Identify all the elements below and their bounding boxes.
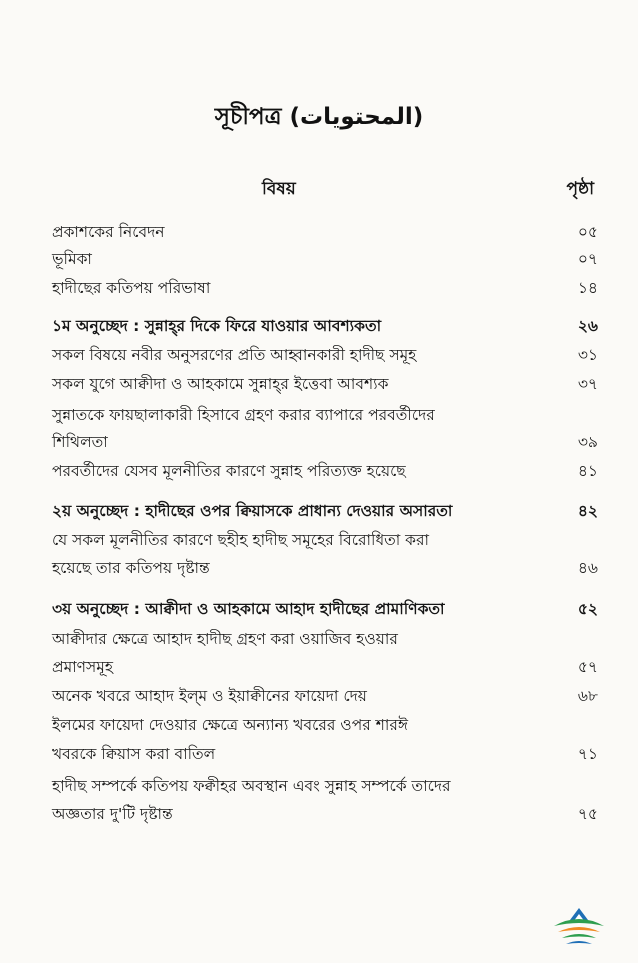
toc-entry-page: ০৫ <box>577 223 598 241</box>
toc-entry-page: ১৪ <box>577 279 598 297</box>
toc-entry <box>52 430 598 454</box>
toc-entry <box>52 556 598 580</box>
toc-entry-page: ৪১ <box>577 462 598 480</box>
toc-entry <box>52 774 598 798</box>
toc-entry <box>52 713 598 737</box>
toc-title-bengali: সূচীপত্র <box>214 104 282 130</box>
toc-entry-page: ৪২ <box>577 502 598 520</box>
toc-entry-page: ৩৭ <box>577 375 598 393</box>
toc-entry-title: হয়েছে তার কতিপয় দৃষ্টান্ত <box>52 559 210 577</box>
toc-entry <box>52 655 598 679</box>
toc-entry-title: আক্বীদার ক্ষেত্রে আহাদ হাদীছ গ্রহণ করা ওয়াজিব হওয়ার <box>52 630 398 648</box>
toc-entry-page: ৭১ <box>577 745 598 763</box>
toc-entry <box>52 528 598 552</box>
toc-entry <box>52 742 598 766</box>
toc-entry-page: ৩১ <box>577 346 598 364</box>
toc-entry-title: অনেক খবরে আহাদ ইল্‌ম ও ইয়াক্বীনের ফায়েদা দেয় <box>52 687 367 705</box>
toc-entry-title: খবরকে ক্বিয়াস করা বাতিল <box>52 745 216 763</box>
toc-entry <box>52 247 598 271</box>
column-header-page: পৃষ্ঠা <box>566 179 594 199</box>
toc-entry-title: ১ম অনুচ্ছেদ : সুন্নাহ্‌র দিকে ফিরে যাওয়ার আবশ্যকতা <box>52 317 382 335</box>
column-header-subject: বিষয় <box>262 179 296 199</box>
toc-title <box>0 98 638 137</box>
toc-entry-title: ভূমিকা <box>52 250 92 268</box>
toc-entry-title: ৩য় অনুচ্ছেদ : আক্বীদা ও আহকামে আহাদ হাদীছের প্রামাণিকতা <box>52 600 445 618</box>
toc-entry-title: সুন্নাতকে ফায়ছালাকারী হিসাবে গ্রহণ করার ব্যাপারে পরবর্তীদের <box>52 406 435 424</box>
toc-entry-title: সকল যুগে আক্বীদা ও আহকামে সুন্নাহ্‌র ইত্তেবা আবশ্যক <box>52 375 389 393</box>
toc-entry <box>52 802 598 826</box>
toc-entry <box>52 597 598 621</box>
toc-entry <box>52 343 598 367</box>
toc-entry-page: ০৭ <box>577 250 598 268</box>
toc-entry-title: যে সকল মূলনীতির কারণে ছহীহ হাদীছ সমূহের বিরোধিতা করা <box>52 531 430 549</box>
toc-title-arabic: (المحتويات) <box>289 104 424 130</box>
toc-entry <box>52 459 598 483</box>
toc-entry-title: ইলমের ফায়েদা দেওয়ার ক্ষেত্রে অন্যান্য খবরের ওপর শারঈ <box>52 716 408 734</box>
toc-entry <box>52 372 598 396</box>
toc-entry-title: সকল বিষয়ে নবীর অনুসরণের প্রতি আহ্বানকারী হাদীছ সমূহ <box>52 346 417 364</box>
toc-entry <box>52 314 598 338</box>
toc-entry-page: ৬৮ <box>577 687 598 705</box>
toc-entry-title: প্রকাশকের নিবেদন <box>52 223 165 241</box>
toc-entry-title: হাদীছের কতিপয় পরিভাষা <box>52 279 211 297</box>
toc-entry-page: ৪৬ <box>577 559 598 577</box>
toc-entry <box>52 684 598 708</box>
toc-entry <box>52 220 598 244</box>
toc-entry-page: ৫৭ <box>577 658 598 676</box>
toc-entry <box>52 403 598 427</box>
toc-entry-title: অজ্ঞতার দু'টি দৃষ্টান্ত <box>52 805 173 823</box>
toc-entry-title: শিথিলতা <box>52 433 108 451</box>
toc-entry-title: পরবর্তীদের যেসব মূলনীতির কারণে সুন্নাহ পরিত্যক্ত হয়েছে <box>52 462 406 480</box>
toc-entry-page: ৫২ <box>577 600 598 618</box>
toc-entry <box>52 276 598 300</box>
toc-entry-page: ২৬ <box>577 317 598 335</box>
toc-entry-page: ৭৫ <box>577 805 598 823</box>
toc-entry <box>52 627 598 651</box>
publisher-logo-icon <box>548 904 610 950</box>
toc-entry-title: প্রমাণসমূহ <box>52 658 114 676</box>
toc-entry <box>52 499 598 523</box>
toc-entry-title: হাদীছ সম্পর্কে কতিপয় ফক্বীহর অবস্থান এবং সুন্নাহ সম্পর্কে তাদের <box>52 777 451 795</box>
toc-entry-page: ৩৯ <box>577 433 598 451</box>
toc-entry-title: ২য় অনুচ্ছেদ : হাদীছের ওপর ক্বিয়াসকে প্রাধান্য দেওয়ার অসারতা <box>52 502 453 520</box>
